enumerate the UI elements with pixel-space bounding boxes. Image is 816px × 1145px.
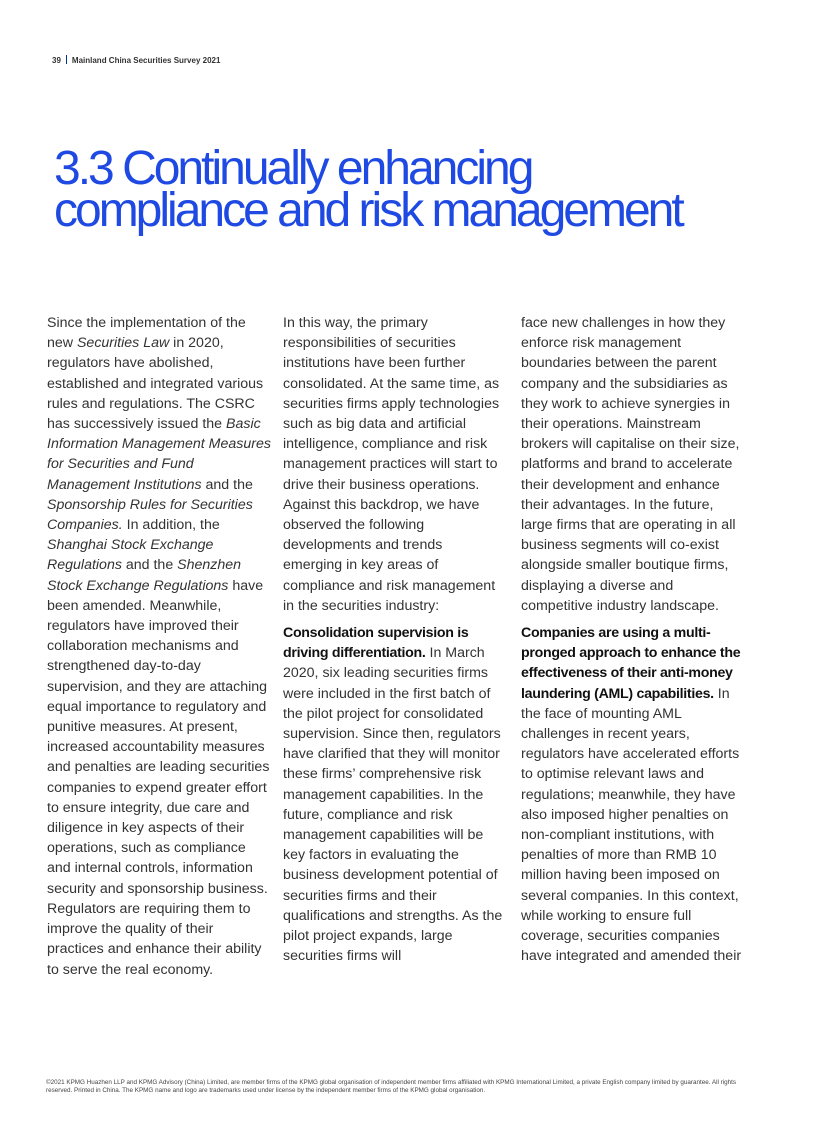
regulation-name: Shenzhen Stock Exchange Regulations: [47, 557, 242, 594]
text-column-3: [521, 313, 743, 967]
regulation-name: Shanghai Stock Exchange Regulations: [47, 537, 214, 574]
section-title: 3.3 Continually enhancing compliance and risk management: [54, 142, 682, 237]
publication-title: Mainland China Securities Survey 2021: [71, 56, 221, 65]
paragraph-intro: [47, 313, 271, 980]
text-run: and the: [121, 557, 178, 574]
text-run: in 2020, regulators have abolished, established and integrated various rules and regulations. The CSRC has successively issued the: [47, 335, 264, 433]
text-run: have been amended. Meanwhile, regulators have improved their collaboration mechanisms and strengthened day-to-day supervision, and they are attaching equal importance to regulatory and punitive measures. At present, increased accountability measures and penalties are leading securities companies to expend greater effort to ensure integrity, due care and diligence in key aspects of their operations, such as compliance and internal controls, information security and sponsorship business. Regulators are requiring them to improve the quality of their practices and enhance their ability to serve the real economy.: [47, 577, 270, 978]
paragraph: face new challenges in how they enforce risk management boundaries between the parent company and the subsidiaries as they work to achieve synergies in their operations. Mainstream brokers will capitalise on their size, platforms and brand to accelerate their development and enhance their advantages. In the future, large firms that are operating in all business segments will co-exist alongside smaller boutique firms, displaying a diverse and competitive industry landscape.: [521, 315, 740, 614]
copyright-footer: ©2021 KPMG Huazhen LLP and KPMG Advisory (China) Limited, are member firms of the KPMG global organisation of independent member firms affiliated with KPMG International Limited, a private English company limited by guarantee. All rights reserved. Printed in China. The KPMG name and logo are trademarks used under license by the independent member firms of the KPMG global organisation.: [46, 1079, 737, 1094]
page-number: 39: [52, 56, 61, 65]
text-column-1: [47, 313, 271, 980]
text-run: Since the implementation of the new: [47, 315, 246, 352]
paragraph-aml: [521, 623, 743, 966]
law-name: Securities Law: [76, 335, 170, 352]
lead-heading: Consolidation supervision is driving differentiation.: [283, 625, 469, 662]
running-header: [52, 55, 220, 65]
text-column-2: [283, 313, 505, 967]
paragraph: In this way, the primary responsibilities of securities institutions have been further consolidated. At the same time, as securities firms apply technologies such as big data and artificial intelligence, compliance and risk management practices will start to drive their business operations. Against this backdrop, we have observed the following developments and trends emerging in key areas of compliance and risk management in the securities industry:: [283, 315, 500, 614]
header-divider: [66, 55, 67, 64]
regulation-name: Sponsorship Rules for Securities Companies.: [47, 496, 253, 534]
paragraph-consolidation: [283, 623, 505, 966]
text-run: In March 2020, six leading securities firms were included in the first batch of the pilot project for consolidated supervision. Since then, regulators have clarified that they will monitor these firms’ comprehensive risk management capabilities. In the future, compliance and risk management capabilities will be key factors in evaluating the business development potential of securities firms and their qualifications and strengths. As the pilot project expands, large securities firms will: [283, 645, 503, 965]
text-run: In the face of mounting AML challenges in recent years, regulators have accelerated efforts to optimise relevant laws and regulations; meanwhile, they have also imposed higher penalties on non-compliant institutions, with penalties of more than RMB 10 million having been imposed on several companies. In this context, while working to ensure full coverage, securities companies have integrated and amended their: [521, 685, 742, 965]
regulation-name: Basic Information Management Measures for Securities and Fund Management Institutions: [47, 416, 271, 493]
lead-heading: Companies are using a multi-pronged approach to enhance the effectiveness of their anti-money laundering (AML) capabilities.: [521, 625, 741, 702]
text-run: In addition, the: [122, 517, 220, 534]
text-run: and the: [201, 476, 253, 493]
